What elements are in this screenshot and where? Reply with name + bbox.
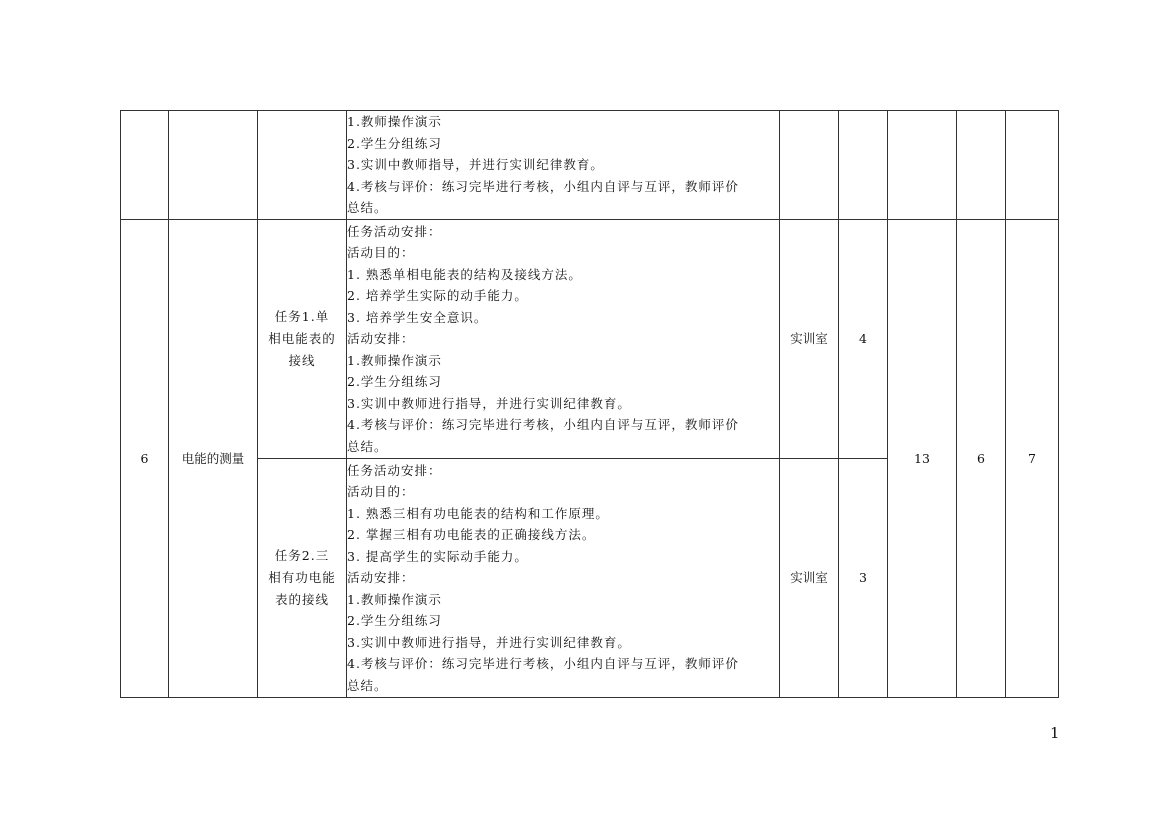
theory-hours-cell xyxy=(957,111,1006,220)
content-line: 3.实训中教师指导，并进行实训纪律教育。 xyxy=(347,157,604,173)
task-cell xyxy=(258,111,347,220)
teaching-plan-table xyxy=(120,110,1059,698)
content-line: 2.学生分组练习 xyxy=(347,135,442,151)
content-line: 2. 掌握三相有功电能表的正确接线方法。 xyxy=(347,527,596,543)
module-number: 6 xyxy=(121,220,169,698)
content-line: 3.实训中教师进行指导，并进行实训纪律教育。 xyxy=(347,634,631,650)
task-title-line: 表的接线 xyxy=(274,592,329,607)
task-hours: 3 xyxy=(839,459,888,698)
content-line: 4.考核与评价：练习完毕进行考核，小组内自评与互评，教师评价 xyxy=(347,178,739,194)
task-title-line: 接线 xyxy=(288,353,316,368)
content-line: 1. 熟悉单相电能表的结构及接线方法。 xyxy=(347,266,582,282)
content-line: 3. 提高学生的实际动手能力。 xyxy=(347,548,528,564)
practice-hours-cell xyxy=(1006,111,1059,220)
total-hours: 13 xyxy=(888,220,957,698)
content-line: 活动目的： xyxy=(347,484,415,500)
task-title-cell xyxy=(258,459,347,698)
content-line: 2.学生分组练习 xyxy=(347,374,442,390)
task-location: 实训室 xyxy=(780,459,839,698)
task-hours: 4 xyxy=(839,220,888,459)
task-title-line: 任务2.三 xyxy=(274,548,330,563)
module-cell xyxy=(169,111,258,220)
table-row xyxy=(121,220,1059,459)
content-line: 活动安排： xyxy=(347,570,415,586)
content-line: 总结。 xyxy=(347,677,388,693)
content-line: 2.学生分组练习 xyxy=(347,613,442,629)
content-line: 任务活动安排： xyxy=(347,462,442,478)
content-line: 2. 培养学生实际的动手能力。 xyxy=(347,288,528,304)
task-title-line: 相有功电能 xyxy=(268,570,336,585)
total-hours-cell xyxy=(888,111,957,220)
table-row xyxy=(121,111,1059,220)
hours-cell xyxy=(839,111,888,220)
module-name: 电能的测量 xyxy=(169,220,258,698)
content-line: 活动目的： xyxy=(347,245,415,261)
content-line: 3.实训中教师进行指导，并进行实训纪律教育。 xyxy=(347,395,631,411)
task-title-cell xyxy=(258,220,347,459)
content-line: 3. 培养学生安全意识。 xyxy=(347,309,488,325)
content-line: 1.教师操作演示 xyxy=(347,114,442,130)
content-cell xyxy=(347,111,780,220)
content-line: 1. 熟悉三相有功电能表的结构和工作原理。 xyxy=(347,505,609,521)
content-line: 总结。 xyxy=(347,438,388,454)
task-location: 实训室 xyxy=(780,220,839,459)
content-line: 1.教师操作演示 xyxy=(347,591,442,607)
content-line: 4.考核与评价：练习完毕进行考核，小组内自评与互评，教师评价 xyxy=(347,656,739,672)
task-title-line: 任务1.单 xyxy=(274,309,330,324)
page-number: 1 xyxy=(1050,724,1060,742)
task-title-line: 相电能表的 xyxy=(268,331,336,346)
content-line: 任务活动安排： xyxy=(347,223,442,239)
number-cell xyxy=(121,111,169,220)
content-cell xyxy=(347,220,780,459)
content-line: 1.教师操作演示 xyxy=(347,352,442,368)
content-cell xyxy=(347,459,780,698)
practice-hours: 7 xyxy=(1006,220,1059,698)
content-line: 4.考核与评价：练习完毕进行考核，小组内自评与互评，教师评价 xyxy=(347,417,739,433)
theory-hours: 6 xyxy=(957,220,1006,698)
content-line: 总结。 xyxy=(347,200,388,216)
location-cell xyxy=(780,111,839,220)
content-line: 活动安排： xyxy=(347,331,415,347)
